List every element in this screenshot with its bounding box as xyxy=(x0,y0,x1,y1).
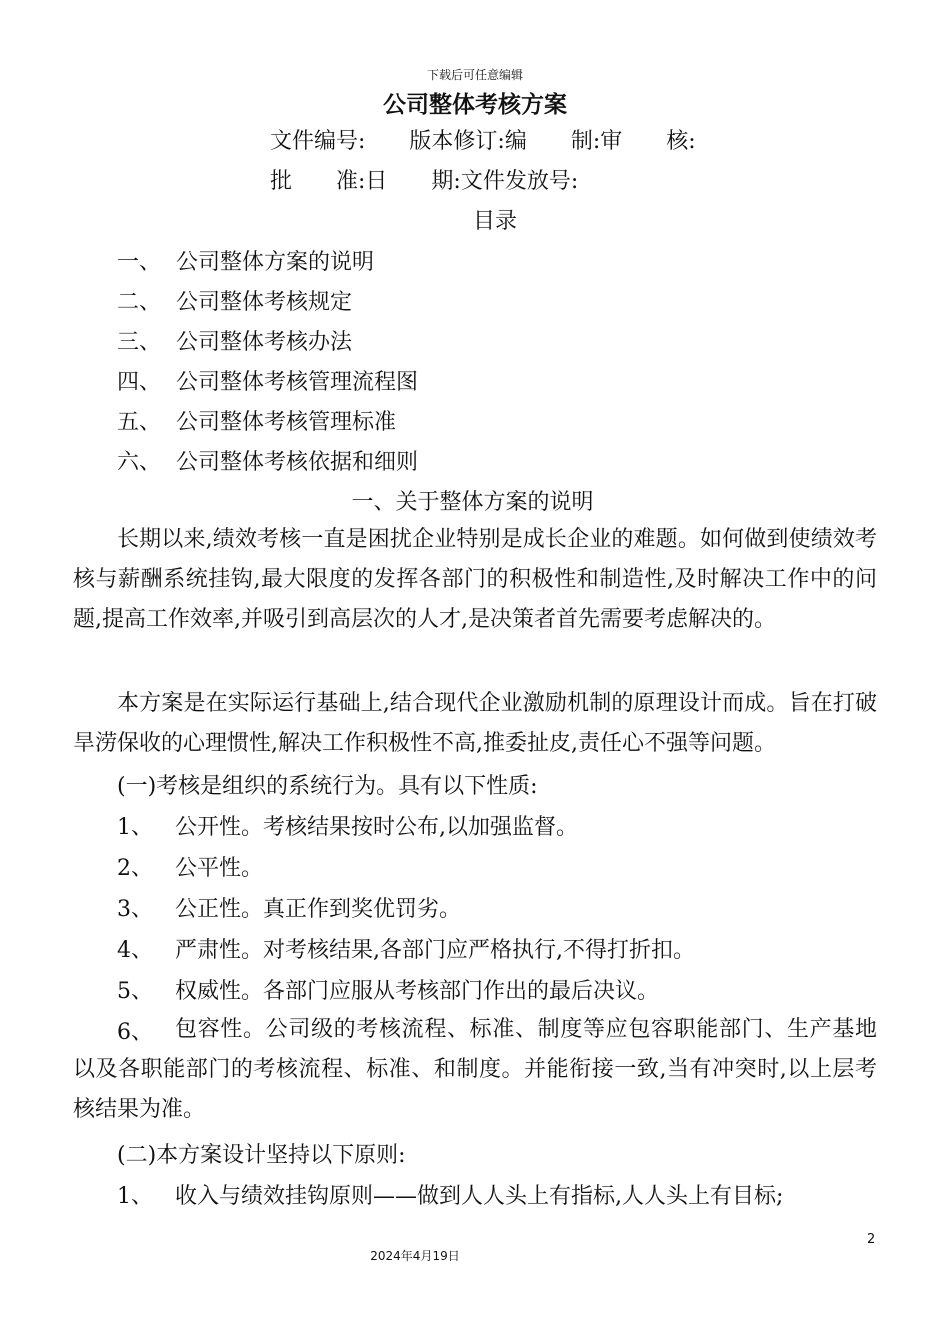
toc-item-text: 公司整体考核管理标准 xyxy=(176,410,397,435)
list-item: 公正性。真正作到奖优罚劣。 xyxy=(175,897,462,922)
page-number: 2 xyxy=(867,1232,876,1247)
list-item-num: 1、 xyxy=(117,1184,153,1209)
toc-item-text: 公司整体考核规定 xyxy=(176,290,353,315)
list-item: 公平性。 xyxy=(175,856,264,881)
list-item: 公开性。考核结果按时公布,以加强监督。 xyxy=(175,815,578,840)
list-item: 收入与绩效挂钩原则——做到人人头上有指标,人人头上有目标; xyxy=(175,1184,784,1209)
toc-item-num: 四、 xyxy=(117,370,162,395)
subsection-heading: (一)考核是组织的系统行为。具有以下性质: xyxy=(117,774,538,799)
section-title: 一、关于整体方案的说明 xyxy=(351,490,594,515)
subsection-heading: (二)本方案设计坚持以下原则: xyxy=(117,1143,406,1168)
list-item-num: 1、 xyxy=(117,815,153,840)
footer-date: 2024年4月19日 xyxy=(370,1249,460,1263)
toc-item-num: 三、 xyxy=(117,330,162,355)
list-item-num: 5、 xyxy=(117,979,153,1004)
toc-title: 目录 xyxy=(472,209,517,234)
toc-item-text: 公司整体方案的说明 xyxy=(176,250,375,275)
toc-item-num: 五、 xyxy=(117,410,162,435)
meta-line-1: 文件编号: 版本修订:编 制:审 核: xyxy=(270,129,696,154)
toc-item-num: 一、 xyxy=(117,250,162,275)
list-item: 严肃性。对考核结果,各部门应严格执行,不得打折扣。 xyxy=(175,938,695,963)
list-item: 权威性。各部门应服从考核部门作出的最后决议。 xyxy=(175,979,660,1004)
toc-item-text: 公司整体考核管理流程图 xyxy=(176,370,419,395)
paragraph: 本方案是在实际运行基础上,结合现代企业激励机制的原理设计而成。旨在打破旱涝保收的心理惯性,解决工作积极性不高,推委扯皮,责任心不强等问题。 xyxy=(73,691,877,756)
toc-item-num: 六、 xyxy=(117,450,162,475)
meta-line-2: 批 准:日 期:文件发放号: xyxy=(270,169,579,194)
list-item: 包容性。公司级的考核流程、标准、制度等应包容职能部门、生产基地以及各职能部门的考核流程、标准、和制度。并能衔接一致,当有冲突时,以上层考核结果为准。 xyxy=(73,1017,877,1122)
paragraph: 长期以来,绩效考核一直是困扰企业特别是成长企业的难题。如何做到使绩效考核与薪酬系统挂钩,最大限度的发挥各部门的积极性和制造性,及时解决工作中的问题,提高工作效率,并吸引到高层次的人才,是决策者首先需要考虑解决的。 xyxy=(73,527,877,632)
list-item-num: 4、 xyxy=(117,938,153,963)
list-item-num: 6、 xyxy=(117,1020,153,1045)
toc-item-text: 公司整体考核依据和细则 xyxy=(176,450,419,475)
list-item-num: 3、 xyxy=(117,897,153,922)
list-item-num: 2、 xyxy=(117,856,153,881)
toc-item-text: 公司整体考核办法 xyxy=(176,330,353,355)
document-title: 公司整体考核方案 xyxy=(383,92,567,118)
toc-item-num: 二、 xyxy=(117,290,162,315)
header-note: 下载后可任意编辑 xyxy=(426,68,523,82)
